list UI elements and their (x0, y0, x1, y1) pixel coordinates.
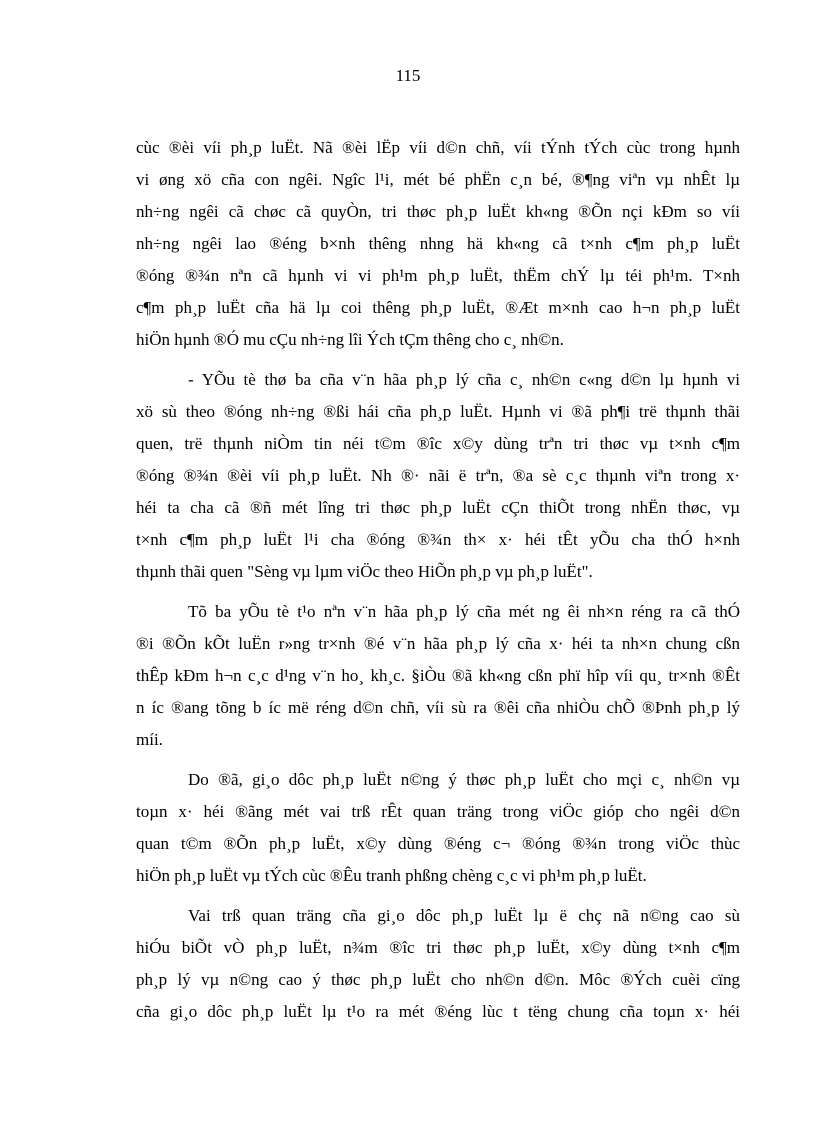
page-number: 115 (395, 66, 421, 85)
text-line: - YÕu tè thø ba cña v¨n hãa ph¸p lý cña c¸ nh©n c«ng d©n lµ hµnh vi (188, 370, 740, 389)
text-line: quan t©m ®Õn ph¸p luËt, x©y dùng ®éng c¬ ®óng ®¾n trong viÖc thùc (136, 834, 740, 853)
text-line: nh÷ng ngêi lao ®éng b×nh thêng nhng hä kh«ng cã t×nh c¶m ph¸p luËt (136, 234, 740, 253)
text-line: toµn x· héi ®ãng mét vai trß rÊt quan träng trong viÖc gióp cho ngêi d©n (136, 802, 740, 821)
text-line: ®óng ®¾n nªn cã hµnh vi vi ph¹m ph¸p luËt, thËm chÝ lµ téi ph¹m. T×nh (136, 266, 740, 285)
text-line: cùc ®èi víi ph¸p luËt. Nã ®èi lËp víi d©n chñ, víi tÝnh tÝch cùc trong hµnh (136, 138, 740, 157)
text-line: hiÖn hµnh ®Ó mu cÇu nh÷ng lîi Ých tÇm thêng cho c¸ nh©n. (136, 330, 564, 349)
text-line: hiÖn ph¸p luËt vµ tÝch cùc ®Êu tranh phßng chèng c¸c vi ph¹m ph¸p luËt. (136, 866, 647, 885)
text-line: ®i ®Õn kÕt luËn r»ng tr×nh ®é v¨n hãa ph¸p lý cña x· héi ta nh×n chung cßn (136, 634, 740, 653)
text-line: Vai trß quan träng cña gi¸o dôc ph¸p luËt lµ ë chç nã n©ng cao sù (188, 906, 740, 925)
text-line: ®óng ®¾n ®èi víi ph¸p luËt. Nh ®· nãi ë trªn, ®a sè c¸c thµnh viªn trong x· (136, 466, 740, 485)
paragraph-2 (136, 364, 740, 588)
text-line: xö sù theo ®óng nh÷ng ®ßi hái cña ph¸p luËt. Hµnh vi ®ã ph¶i trë thµnh thãi (136, 402, 740, 421)
paragraph-5 (136, 900, 740, 1028)
page-body (136, 132, 740, 1028)
paragraph-1 (136, 132, 740, 356)
text-line: míi. (136, 730, 163, 749)
text-line: Do ®ã, gi¸o dôc ph¸p luËt n©ng ý thøc ph¸p luËt cho mçi c¸ nh©n vµ (188, 770, 740, 789)
text-line: nh÷ng ngêi cã chøc cã quyÒn, tri thøc ph¸p luËt kh«ng ®Õn nçi kÐm so víi (136, 202, 740, 221)
text-line: Tõ ba yÕu tè t¹o nªn v¨n hãa ph¸p lý cña mét ng êi nh×n réng ra cã thÓ (188, 602, 740, 621)
text-line: héi ta cha cã ®ñ mét lîng tri thøc ph¸p luËt cÇn thiÕt trong nhËn thøc, vµ (136, 498, 740, 517)
text-line: quen, trë thµnh niÒm tin néi t©m ®îc x©y dùng trªn tri thøc vµ t×nh c¶m (136, 434, 740, 453)
text-line: hiÓu biÕt vÒ ph¸p luËt, n¾m ®îc tri thøc ph¸p luËt, x©y dùng t×nh c¶m (136, 938, 740, 957)
paragraph-4 (136, 764, 740, 892)
text-line: vi øng xö cña con ngêi. Ngîc l¹i, mét bé phËn c¸n bé, ®¶ng viªn vµ nhÊt lµ (136, 170, 740, 189)
paragraph-3 (136, 596, 740, 756)
text-line: thµnh thãi quen "Sèng vµ lµm viÖc theo HiÕn ph¸p vµ ph¸p luËt". (136, 562, 593, 581)
text-line: c¶m ph¸p luËt cña hä lµ coi thêng ph¸p luËt, ®Æt m×nh cao h¬n ph¸p luËt (136, 298, 740, 317)
text-line: thÊp kÐm h¬n c¸c d¹ng v¨n ho¸ kh¸c. §iÒu ®ã kh«ng cßn phï hîp víi qu¸ tr×nh ®Êt (136, 666, 740, 685)
text-line: ph¸p lý vµ n©ng cao ý thøc ph¸p luËt cho nh©n d©n. Môc ®Ých cuèi cïng (136, 970, 740, 989)
text-line: n íc ®ang tõng b íc më réng d©n chñ, víi sù ra ®êi cña nhiÒu chÕ ®Þnh ph¸p lý (136, 698, 740, 717)
text-line: t×nh c¶m ph¸p luËt l¹i cha ®óng ®¾n th× x· héi tÊt yÕu cha thÓ h×nh (136, 530, 740, 549)
text-line: cña gi¸o dôc ph¸p luËt lµ t¹o ra mét ®éng lùc t tëng chung cña toµn x· héi (136, 1002, 740, 1021)
